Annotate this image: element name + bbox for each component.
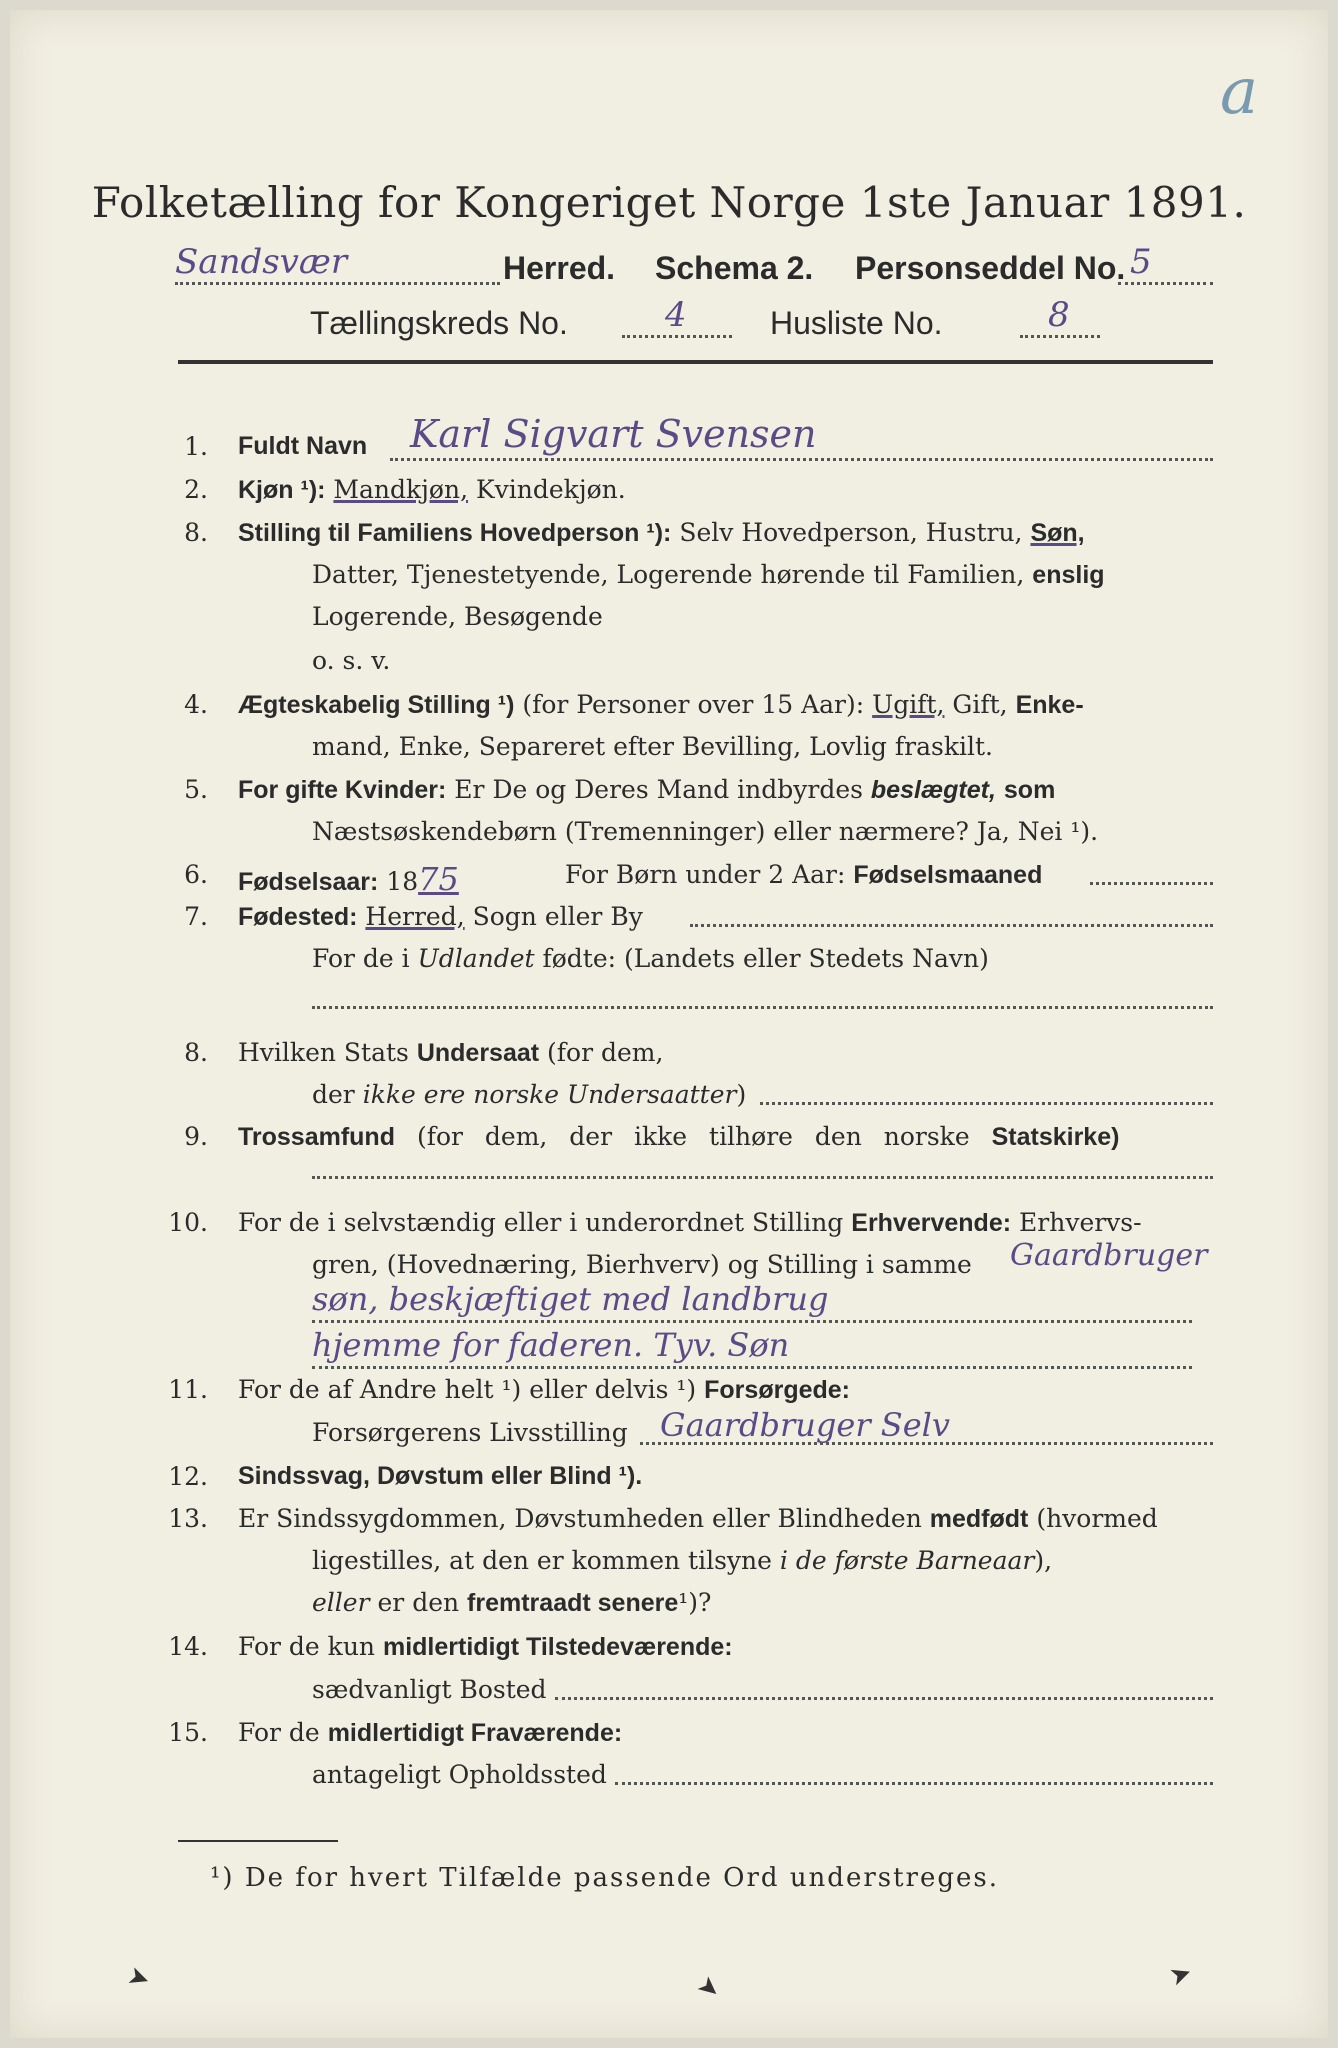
q8-undersaat: Undersaat [416, 1039, 540, 1067]
q7-label: Fødested: [238, 903, 358, 931]
schema-label: Schema 2. [655, 250, 814, 286]
q8-line1 [238, 1038, 663, 1068]
q12-label: Sindssvag, Døvstum eller Blind ¹). [238, 1462, 643, 1490]
q1-dotted-line [390, 458, 1213, 461]
q3-line4: o. s. v. [312, 646, 391, 675]
q11-line1 [238, 1375, 850, 1405]
q14-tilstede: midlertidigt Tilstedeværende: [382, 1633, 733, 1661]
q9-line1 [238, 1122, 1119, 1152]
q15-line2: antageligt Opholdssted [312, 1760, 607, 1789]
q5-beslaegtet: beslægtet, [870, 776, 996, 804]
q8-line2: der ikke ere norske Undersaatter) [312, 1080, 747, 1109]
q4-condition: (for Personer over 15 Aar): [522, 690, 865, 719]
q9-condition: (for dem, der ikke tilhøre den norske [416, 1122, 970, 1151]
q1-label: Fuldt Navn [238, 432, 368, 460]
q15-fravaerende: midlertidigt Fraværende: [327, 1719, 623, 1747]
kreds-label: Tællingskreds No. [310, 305, 568, 341]
q15-dotted-line [615, 1782, 1213, 1785]
q1-number: 1. [184, 432, 208, 461]
q13-medfodt: medfødt [929, 1505, 1029, 1533]
q10-erhvervs: Erhvervs- [1019, 1208, 1142, 1237]
q10-hw-line1: Gaardbruger [1010, 1238, 1208, 1273]
q10-dotted-line-1 [312, 1320, 1192, 1323]
q2-option-female: Kvindekjøn. [475, 475, 626, 504]
q8-number: 8. [184, 1038, 208, 1067]
q5-number: 5. [184, 775, 208, 804]
q7-line2 [312, 944, 989, 973]
q9-dotted-line [312, 1176, 1213, 1179]
q4-line2: mand, Enke, Separeret efter Bevilling, Lovlig fraskilt. [312, 732, 993, 761]
q13-number: 13. [168, 1504, 208, 1533]
q11-hw: Gaardbruger Selv [660, 1406, 950, 1444]
q13-forste-barneaar: i de første Barneaar [779, 1546, 1035, 1575]
header-divider [178, 360, 1213, 364]
q7-dotted-line [690, 924, 1213, 927]
q10-hw-line3: hjemme for faderen. Tyv. Søn [312, 1326, 790, 1364]
husliste-dotted-line [1020, 335, 1100, 338]
personseddel-number: 5 [1130, 242, 1152, 282]
q2-text [238, 475, 626, 505]
q15-line1 [238, 1718, 622, 1748]
q14-line1 [238, 1632, 733, 1662]
q10-dotted-line-2 [312, 1366, 1192, 1369]
q3-options-2: Datter, Tjenestetyende, Logerende hørende til Familien, [312, 560, 1025, 589]
q12-number: 12. [168, 1462, 208, 1491]
q3-label: Stilling til Familiens Hovedperson ¹): [238, 519, 672, 547]
q13-fremtraadt: fremtraadt senere [467, 1589, 679, 1617]
corner-tick-middle: ➤ [690, 1969, 727, 2007]
personseddel-label: Personseddel No. [855, 250, 1126, 286]
corner-mark: a [1220, 55, 1259, 129]
q7-number: 7. [184, 902, 208, 931]
q13-hvormed: (hvormed [1036, 1504, 1158, 1533]
q3-option-enslig: enslig [1032, 561, 1105, 589]
q8-der: der [312, 1080, 355, 1109]
herred-handwritten: Sandsvær [175, 242, 348, 282]
q10-line2: gren, (Hovednæring, Bierhverv) og Stilling i samme [312, 1250, 972, 1279]
q6-number: 6. [184, 860, 208, 889]
q7-options: Sogn eller By [472, 902, 643, 931]
q1-name-handwritten: Karl Sigvart Svensen [410, 412, 817, 456]
q10-intro: For de i selvstændig eller i underordnet Stilling [238, 1208, 844, 1237]
q6-under2-label: For Børn under 2 Aar: [565, 860, 846, 889]
q6-prefix: 18 [386, 867, 419, 896]
q11-intro: For de af Andre helt ¹) eller delvis ¹) [238, 1375, 697, 1404]
q6-line1 [238, 860, 459, 898]
q7-abroad: Udlandet [417, 944, 535, 973]
q3-line3: Logerende, Besøgende [312, 602, 603, 631]
q3-line2 [312, 560, 1105, 590]
q5-som: som [1003, 776, 1056, 804]
footnote-rule [178, 1840, 338, 1842]
q3-number: 8. [184, 518, 208, 547]
q5-question: Er De og Deres Mand indbyrdes [454, 775, 863, 804]
q8-ikke-norske: ikke ere norske Undersaatter [362, 1080, 737, 1109]
q4-label: Ægteskabelig Stilling ¹) [238, 691, 515, 719]
q4-option-gift: Gift, [952, 690, 1008, 719]
q8-dotted-line [760, 1102, 1213, 1105]
q10-erhvervende: Erhvervende: [851, 1209, 1012, 1237]
q2-number: 2. [184, 475, 208, 504]
herred-label: Herred. [503, 250, 616, 286]
q8-condition: (for dem, [547, 1038, 664, 1067]
q5-line2: Næstsøskendebørn (Tremenninger) eller nærmere? Ja, Nei ¹). [312, 817, 1099, 846]
corner-tick-right: ➤ [1165, 1957, 1197, 1993]
q2-option-male: Mandkjøn, [333, 475, 469, 504]
q14-intro: For de kun [238, 1632, 376, 1661]
q4-option-ugift: Ugift, [872, 690, 945, 719]
q13-line2-post: ), [1034, 1546, 1053, 1575]
q11-number: 11. [168, 1375, 208, 1404]
q15-intro: For de [238, 1718, 320, 1747]
q5-label: For gifte Kvinder: [238, 776, 447, 804]
q10-hw-line2: søn, beskjæftiget med landbrug [312, 1280, 829, 1318]
personseddel-dotted-line [1118, 282, 1213, 285]
q15-number: 15. [168, 1718, 208, 1747]
footnote: ¹) De for hvert Tilfælde passende Ord understreges. [210, 1863, 1000, 1893]
q3-options: Selv Hovedperson, Hustru, [679, 518, 1023, 547]
q13-intro: Er Sindssygdommen, Døvstumheden eller Blindheden [238, 1504, 922, 1533]
q9-label: Trossamfund [238, 1123, 395, 1151]
q7-abroad-dotted-line [312, 1006, 1213, 1009]
q13-line1 [238, 1504, 1158, 1534]
q13-er-den: er den [377, 1588, 460, 1617]
q3-option-son: Søn, [1030, 519, 1085, 547]
q5-line1 [238, 775, 1055, 805]
q8-label: Hvilken Stats [238, 1038, 409, 1067]
q4-number: 4. [184, 690, 208, 719]
husliste-label: Husliste No. [770, 305, 943, 341]
q13-line3-post: ¹)? [678, 1588, 712, 1617]
q14-number: 14. [168, 1632, 208, 1661]
q3-line1 [238, 518, 1085, 548]
q13-line2 [312, 1546, 1052, 1575]
q13-line2-pre: ligestilles, at den er kommen tilsyne [312, 1546, 772, 1575]
q6-month-label: Fødselsmaaned [853, 861, 1043, 889]
q13-line3 [312, 1588, 711, 1618]
q6-label: Fødselsaar: [238, 868, 379, 896]
q11-forsorgede: Forsørgede: [704, 1376, 850, 1404]
q6-under2 [565, 860, 1042, 890]
q10-line1 [238, 1208, 1142, 1238]
q4-line1 [238, 690, 1084, 720]
q11-line2: Forsørgerens Livsstilling [312, 1418, 628, 1447]
q4-option-enke: Enke- [1015, 691, 1084, 719]
q7-option-herred: Herred, [365, 902, 465, 931]
q7-abroad-post: fødte: (Landets eller Stedets Navn) [542, 944, 989, 973]
q14-line2: sædvanligt Bosted [312, 1675, 547, 1704]
page-title: Folketælling for Kongeriget Norge 1ste Januar 1891. [91, 178, 1247, 227]
q6-dotted-line [1090, 882, 1213, 885]
q6-year-handwritten: 75 [418, 860, 459, 898]
q11-dotted-line [640, 1442, 1213, 1445]
census-form-page [10, 10, 1328, 2038]
husliste-number: 8 [1048, 295, 1070, 335]
herred-dotted-line [175, 282, 500, 285]
q14-dotted-line [555, 1697, 1213, 1700]
q9-statskirke: Statskirke) [991, 1123, 1120, 1151]
q7-abroad-pre: For de i [312, 944, 410, 973]
kreds-dotted-line [622, 335, 732, 338]
q2-label: Kjøn ¹): [238, 476, 326, 504]
kreds-number: 4 [665, 295, 687, 335]
corner-tick-left: ➤ [123, 1960, 155, 1996]
q9-number: 9. [184, 1122, 208, 1151]
q7-line1 [238, 902, 643, 932]
q10-number: 10. [168, 1208, 208, 1237]
q13-eller: eller [312, 1588, 370, 1617]
